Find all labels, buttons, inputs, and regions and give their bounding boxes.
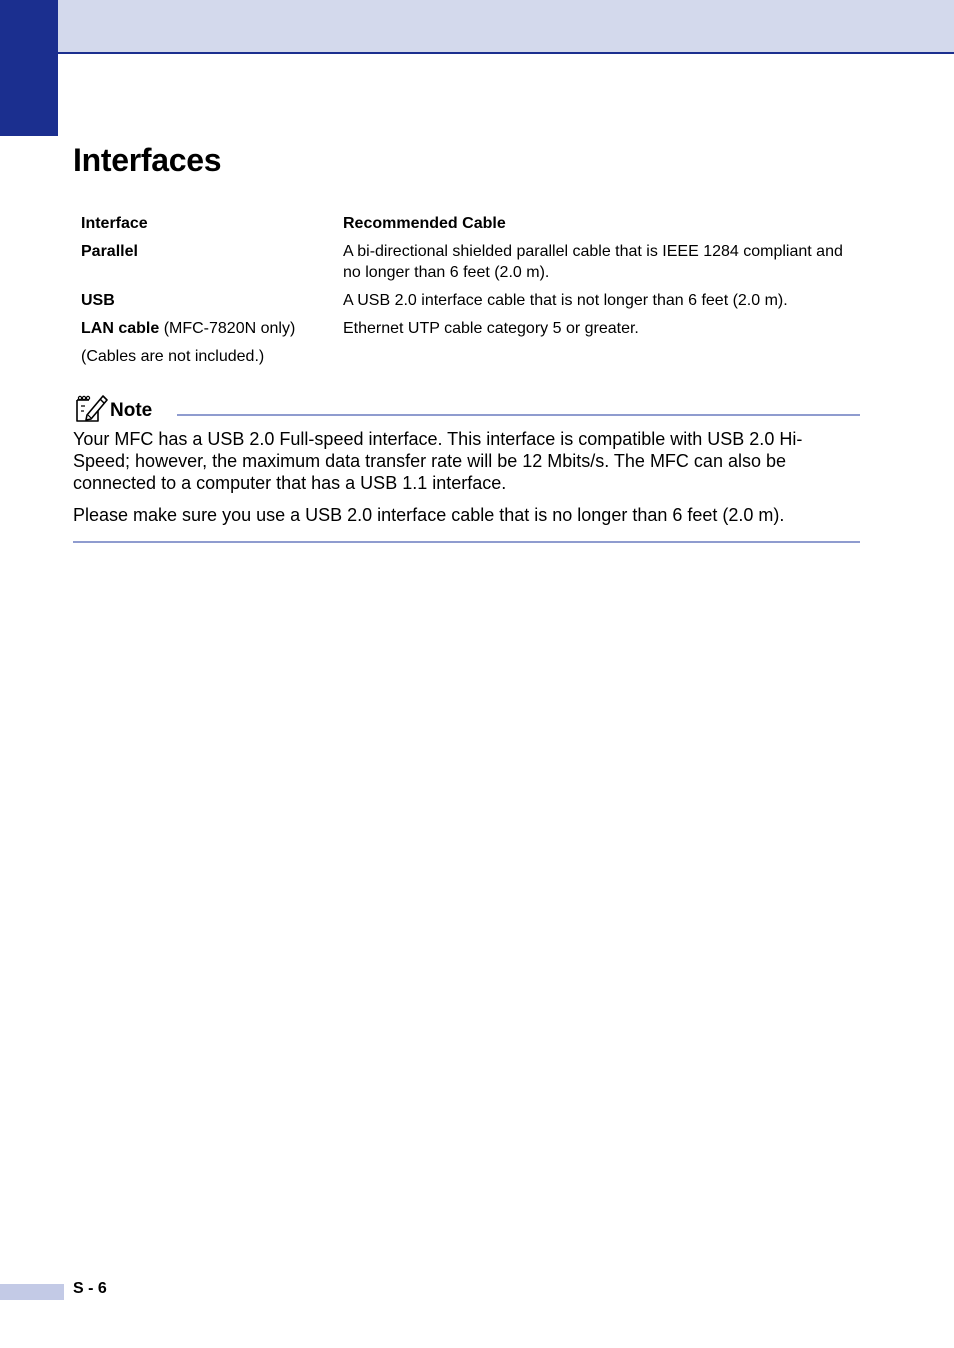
interface-name: LAN cable (81, 320, 160, 337)
interface-name: Parallel (81, 243, 138, 260)
cable-cell: A USB 2.0 interface cable that is not longer than 6 feet (2.0 m). (343, 292, 788, 309)
page-number: S - 6 (73, 1280, 107, 1297)
cable-cell: Ethernet UTP cable category 5 or greater. (343, 320, 639, 337)
interface-cell (81, 290, 343, 311)
table-footnote: (Cables are not included.) (81, 348, 265, 365)
note-body (73, 428, 853, 536)
note-divider (177, 414, 860, 416)
note-end-divider (73, 541, 860, 543)
note-paragraph: Please make sure you use a USB 2.0 interface cable that is no longer than 6 feet (2.0 m). (73, 505, 785, 525)
column-header-cable: Recommended Cable (343, 215, 506, 232)
page-title: Interfaces (73, 142, 222, 178)
table-row (81, 318, 861, 339)
table-row (81, 290, 861, 311)
footer-band (0, 1284, 64, 1300)
cable-cell: A bi-directional shielded parallel cable that is IEEE 1284 compliant and no longer than 6 feet (2.0 m). (343, 243, 843, 281)
table-row (81, 241, 861, 283)
note-pencil-icon (74, 393, 108, 423)
note-paragraph: Your MFC has a USB 2.0 Full-speed interface. This interface is compatible with USB 2.0 Hi-Speed; however, the maximum data transfer rate will be 12 Mbits/s. The MFC can also be connected to a computer that has a USB 1.1 interface. (73, 429, 803, 493)
interface-qualifier: (MFC-7820N only) (159, 320, 296, 337)
interface-cell (81, 241, 343, 283)
note-label: Note (110, 400, 153, 421)
table-footnote-row (81, 346, 861, 367)
interface-cell (81, 318, 343, 339)
interface-table (81, 213, 861, 374)
column-header-interface: Interface (81, 215, 148, 232)
interface-name: USB (81, 292, 115, 309)
note-header (74, 393, 860, 423)
table-header-row (81, 213, 861, 234)
header-band (0, 0, 954, 54)
chapter-tab (0, 0, 58, 136)
